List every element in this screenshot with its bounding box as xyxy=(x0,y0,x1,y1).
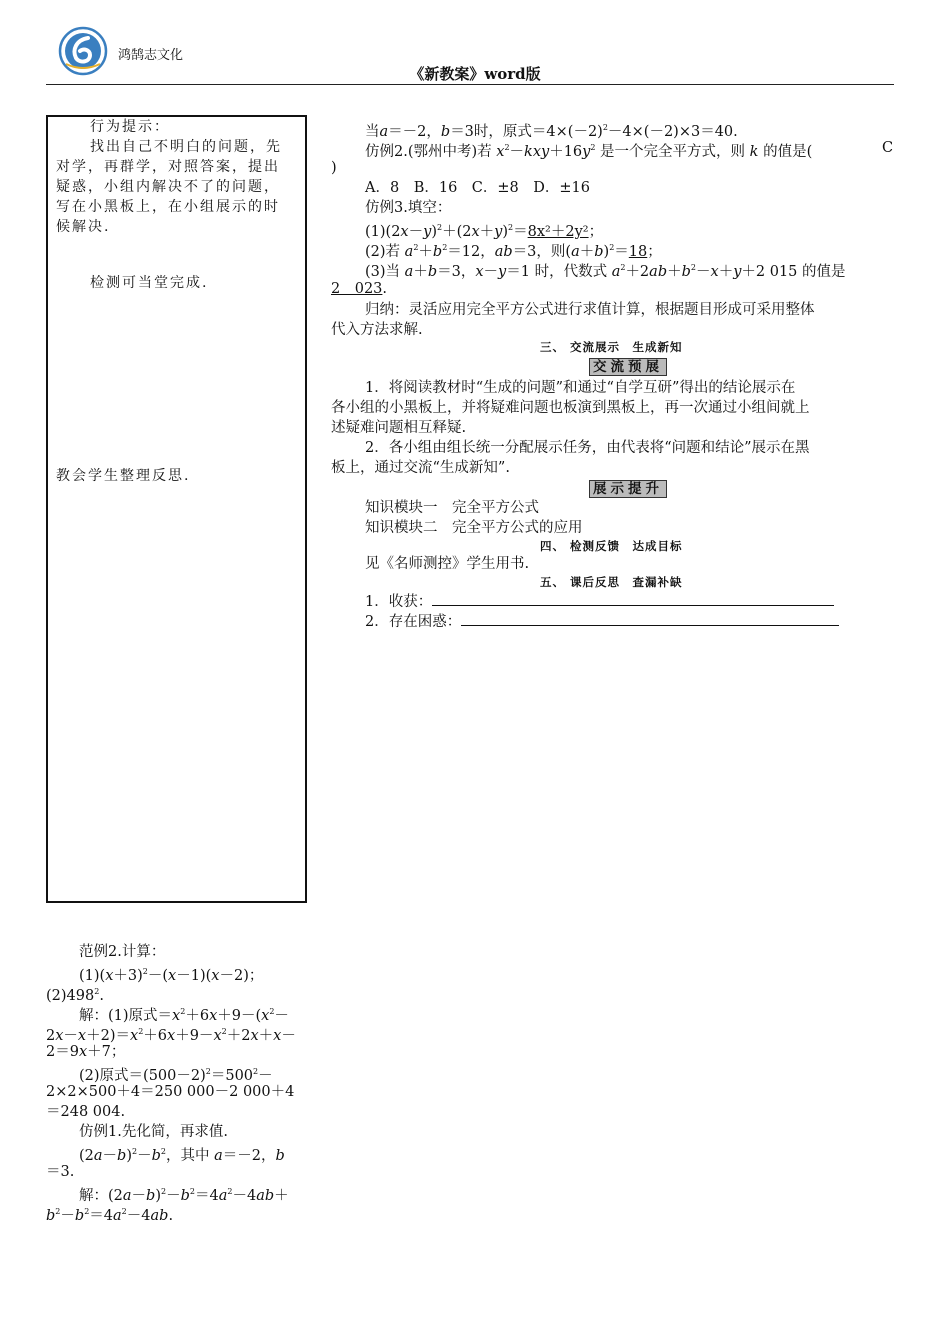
paragraph-1-line-2: 各小组的小黑板上，并将疑难问题也板演到黑板上，再一次通过小组间就上 xyxy=(331,400,810,416)
fill-answer-1: 8x²＋2y² xyxy=(527,223,589,240)
example-2-close-paren: ) xyxy=(331,160,337,176)
document-title: 《新教案》word版 xyxy=(409,65,541,83)
paragraph-1-line-1: 1．将阅读教材时“生成的问题”和通过“自学互研”得出的结论展示在 xyxy=(365,380,796,396)
example-3-title: 仿例3.填空： xyxy=(365,200,452,216)
fill-answer-3: 2 023 xyxy=(331,281,383,297)
display-improve-label-box: 展示提升 xyxy=(589,477,667,497)
solution-2-line-1: (2)原式$=(500-2)^2=500^2-$ xyxy=(79,1067,273,1084)
example-2-answer: C xyxy=(882,140,894,156)
reflect-note: 教会学生整理反思. xyxy=(56,468,191,484)
imitation-1-question-line-2: ＝3. xyxy=(46,1164,75,1180)
confusion-blank xyxy=(461,612,839,626)
hint-line-2: 对学，再群学，对照答案，提出 xyxy=(56,159,280,175)
hint-line-1: 找出自己不明白的问题，先 xyxy=(90,139,282,155)
paragraph-2-line-2: 板上，通过交流“生成新知”. xyxy=(331,460,510,476)
fill-answer-3-line: 2 023. xyxy=(331,281,388,297)
section-4-heading: 四、 检测反馈 达成目标 xyxy=(540,539,683,553)
solution-2-line-2: 2×2×500＋4＝250 000－2 000＋4 xyxy=(46,1084,295,1100)
fill-blank-1: $(1)(2x-y)^2+(2x+y)^2=8x^2+2y^2$； xyxy=(365,223,604,240)
hint-line-3: 疑惑，小组内解决不了的问题， xyxy=(56,179,280,195)
knowledge-module-1: 知识模块一 完全平方公式 xyxy=(365,500,539,516)
hint-line-5: 候解决. xyxy=(56,219,111,235)
fill-blank-2: (2)若 $a^2+b^2=12$，ab＝3，则$(a+b)^2=18$； xyxy=(365,243,662,260)
section-5-heading: 五、 课后反思 查漏补缺 xyxy=(540,575,683,589)
paragraph-1-line-3: 述疑难问题相互释疑. xyxy=(331,420,467,436)
gain-line: 1．收获： xyxy=(365,592,834,612)
hint-title: 行为提示： xyxy=(90,119,170,135)
imitation-1-solution-line-1: 解：$(2a-b)^2-b^2=4a^2-4ab+$ xyxy=(79,1187,289,1204)
exchange-preview-label-box: 交流预展 xyxy=(589,355,667,375)
hint-line-4: 写在小黑板上，在小组展示的时 xyxy=(56,199,280,215)
logo-text: 鸿鹄志文化 xyxy=(118,48,184,63)
example-2-question: 仿例2.(鄂州中考)若 $x^2-kxy+16y^2$ 是一个完全平方式，则 k 的值是( xyxy=(365,143,813,160)
knowledge-module-2: 知识模块二 完全平方公式的应用 xyxy=(365,520,583,536)
question-2: $(2)498^2$. xyxy=(46,987,104,1004)
check-note: 检测可当堂完成. xyxy=(90,275,209,291)
gain-blank xyxy=(432,592,834,606)
imitation-1-question-line-1: $(2a-b)^2-b^2$，其中 a＝－2，b xyxy=(79,1147,285,1164)
fill-blank-3: (3)当 a＋b＝3，x－y＝1 时，代数式 $a^2+2ab+b^2-x+y+2$ 015 的值是 xyxy=(365,263,846,280)
summary-line-1: 归纳：灵活应用完全平方公式进行求值计算，根据题目形成可采用整体 xyxy=(365,302,815,318)
solution-2-line-3: ＝248 004. xyxy=(46,1104,126,1120)
see-book-note: 见《名师测控》学生用书. xyxy=(365,556,530,572)
fill-answer-2: 18 xyxy=(628,243,648,260)
header-divider xyxy=(46,84,894,85)
solution-1-line-2: $2x-x+2)=x^2+6x+9-x^2+2x+x-$ xyxy=(46,1027,296,1044)
section-3-heading: 三、 交流展示 生成新知 xyxy=(540,340,683,354)
imitation-1-solution-line-2: $b^2-b^2=4a^2-4ab$. xyxy=(46,1207,174,1224)
question-1: $(1)(x+3)^2-(x-1)(x-2)$； xyxy=(79,967,264,984)
solution-1-line-1: 解：(1)原式$=x^2+6x+9-(x^2-$ xyxy=(79,1007,289,1024)
example-2-choices: A．8 B．16 C．±8 D．±16 xyxy=(365,180,590,196)
summary-line-2: 代入方法求解. xyxy=(331,322,423,338)
solution-result-line: 当a＝－2，b＝3时，原式$=4\times(-2)^2-4\times(-2)\times 3=40$. xyxy=(365,123,738,140)
confusion-line: 2．存在困惑： xyxy=(365,612,839,632)
imitation-1-heading: 仿例1.先化简，再求值. xyxy=(79,1124,228,1140)
paragraph-2-line-1: 2．各小组由组长统一分配展示任务，由代表将“问题和结论”展示在黑 xyxy=(365,440,810,456)
example-2-heading: 范例2.计算： xyxy=(79,944,166,960)
solution-1-line-3: 2＝9x＋7； xyxy=(46,1044,126,1060)
